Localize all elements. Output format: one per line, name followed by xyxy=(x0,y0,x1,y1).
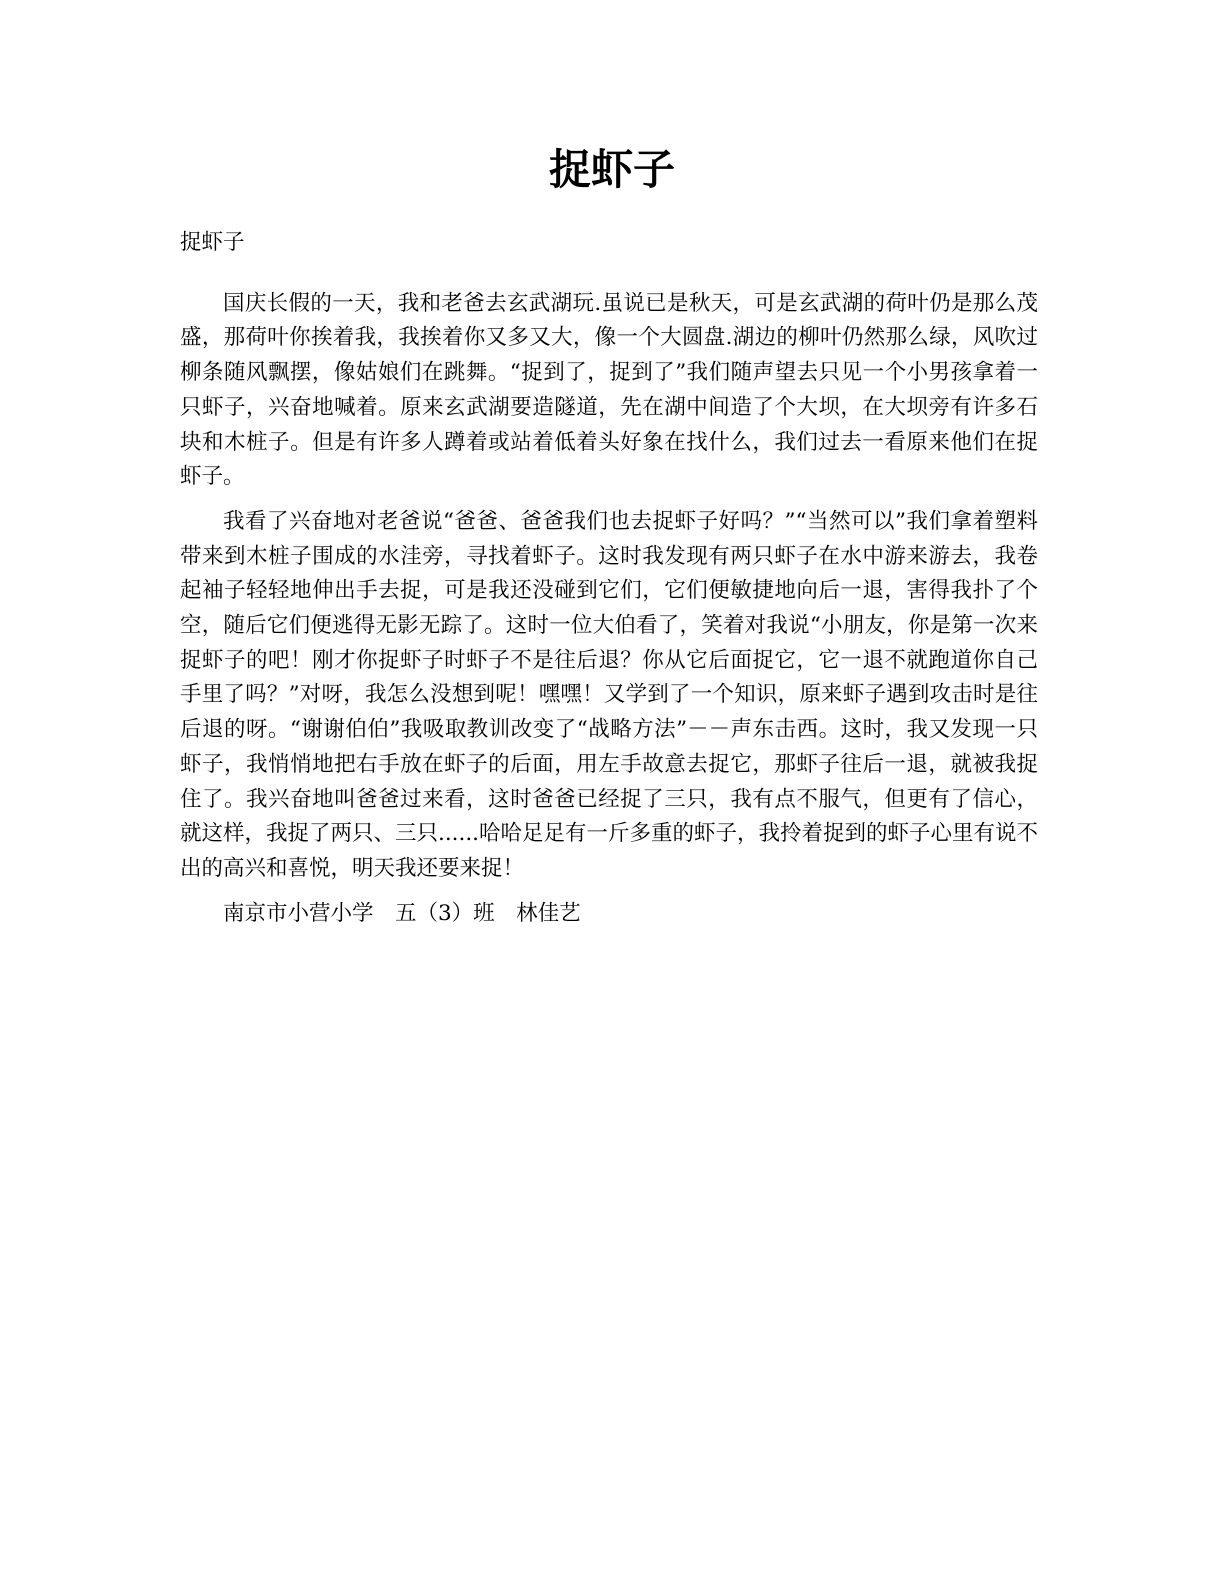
document-title: 捉虾子 xyxy=(548,145,675,194)
paragraph-2: 我看了兴奋地对老爸说“爸爸、爸爸我们也去捉虾子好吗？”“当然可以”我们拿着塑料带来到木桩子围成的水洼旁，寻找着虾子。这时我发现有两只虾子在水中游来游去，我卷起袖子轻轻地伸出手去捉，可是我还没碰到它们，它们便敏捷地向后一退，害得我扑了个空，随后它们便逃得无影无踪了。这时一位大伯看了，笑着对我说“小朋友，你是第一次来捉虾子的吧！刚才你捉虾子时虾子不是往后退？你从它后面捉它，它一退不就跑道你自己手里了吗？”对呀，我怎么没想到呢！嘿嘿！又学到了一个知识，原来虾子遇到攻击时是往后退的呀。“谢谢伯伯”我吸取教训改变了“战略方法”－－声东击西。这时，我又发现一只虾子，我悄悄地把右手放在虾子的后面，用左手故意去捉它，那虾子往后一退，就被我捉住了。我兴奋地叫爸爸过来看，这时爸爸已经捉了三只，我有点不服气，但更有了信心，就这样，我捉了两只、三只......哈哈足足有一斤多重的虾子，我拎着捉到的虾子心里有说不出的高兴和喜悦，明天我还要来捉！ xyxy=(180,508,1039,881)
author-signature: 南京市小营小学 五（3）班 林佳艺 xyxy=(223,900,581,926)
document-subtitle: 捉虾子 xyxy=(180,230,245,255)
document-body xyxy=(180,226,1038,941)
paragraph-1: 国庆长假的一天，我和老爸去玄武湖玩.虽说已是秋天，可是玄武湖的荷叶仍是那么茂盛，那荷叶你挨着我，我挨着你又多又大，像一个大圆盘.湖边的柳叶仍然那么绿，风吹过柳条随风飘摆，像姑娘们在跳舞。“捉到了，捉到了”我们随声望去只见一个小男孩拿着一只虾子，兴奋地喊着。原来玄武湖要造隧道，先在湖中间造了个大坝，在大坝旁有许多石块和木桩子。但是有许多人蹲着或站着低着头好象在找什么，我们过去一看原来他们在捉虾子。 xyxy=(180,290,1038,490)
